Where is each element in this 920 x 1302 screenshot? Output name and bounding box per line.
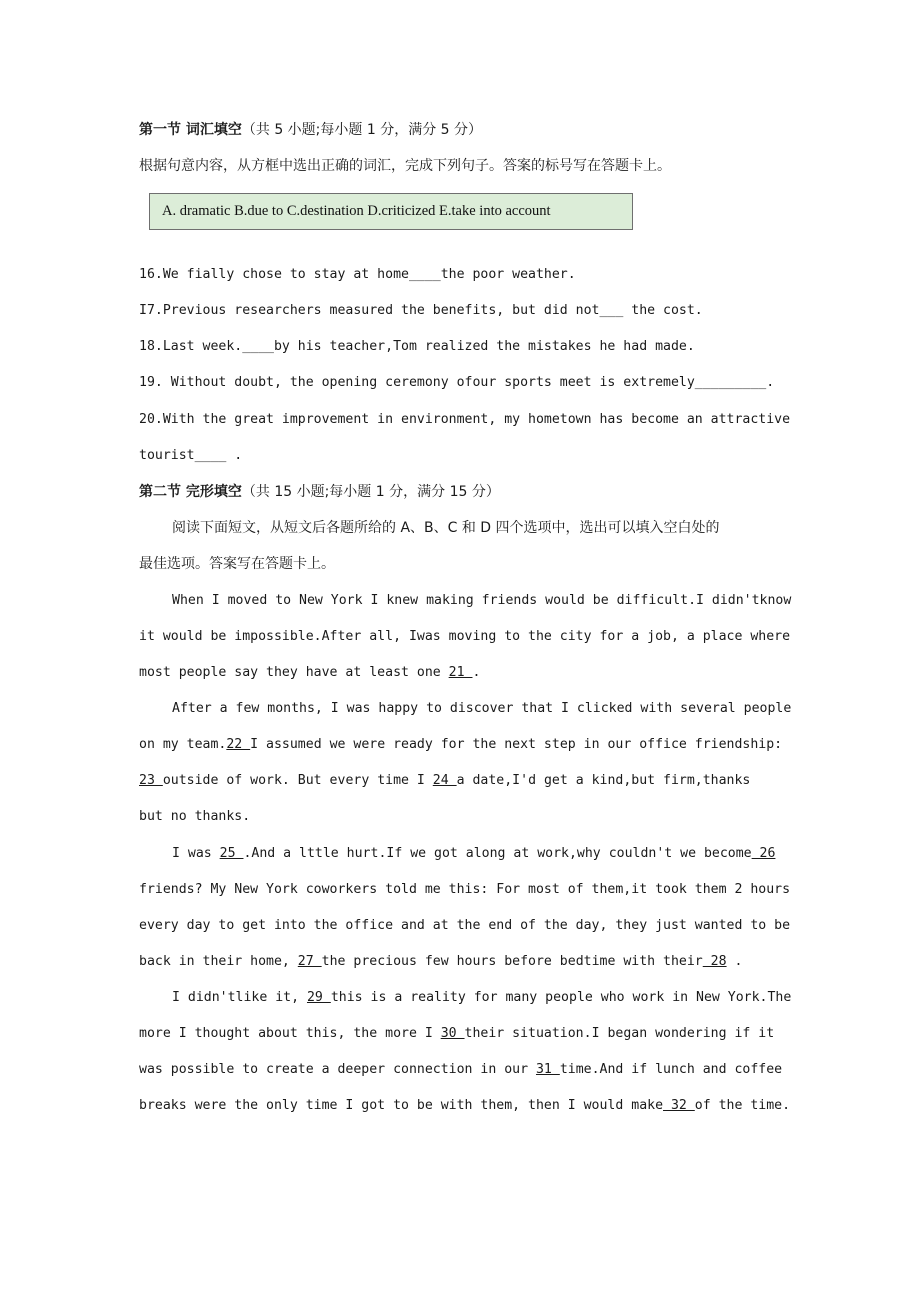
question-20: 20.With the great improvement in environment, my hometown has become an attractive [139, 412, 791, 427]
passage-text: more I thought about this, the more I [139, 1026, 441, 1041]
section2-title: 第二节 完形填空 [139, 484, 242, 500]
passage-line [139, 663, 480, 683]
passage-text: this is a reality for many people who work in New York.The [330, 990, 792, 1005]
passage-text: back in their home, [139, 954, 298, 969]
blank-27: 27 [297, 954, 322, 969]
question-16: 16.We fially chose to stay at home____the poor weather. [139, 267, 576, 282]
blank-28: 28 [702, 954, 727, 969]
section2-info: （共 15 小题;每小题 1 分，满分 15 分） [241, 484, 500, 500]
blank-26: 26 [751, 846, 776, 861]
passage-line: it would be impossible.After all, Iwas moving to the city for a job, a place where [139, 629, 791, 644]
section1-instruction: 根据句意内容，从方框中选出正确的词汇，完成下列句子。答案的标号写在答题卡上。 [139, 158, 671, 174]
blank-30: 30 [440, 1026, 465, 1041]
section2-instruction-1: 阅读下面短文，从短文后各题所给的 A、B、C 和 D 四个选项中，选出可以填入空白处的 [172, 520, 720, 536]
passage-line: but no thanks. [139, 809, 251, 824]
section1-header [139, 120, 482, 140]
word-bank-text: A. dramatic B.due to C.destination D.criticized E.take into account [162, 203, 551, 219]
passage-line [172, 844, 775, 864]
question-17: I7.Previous researchers measured the benefits, but did not___ the cost. [139, 303, 703, 318]
passage-line [139, 952, 742, 972]
passage-line: When I moved to New York I knew making friends would be difficult.I didn'tknow [172, 593, 792, 608]
passage-text: breaks were the only time I got to be with them, then I would make [139, 1098, 664, 1113]
blank-21: 21 [448, 665, 473, 680]
blank-31: 31 [535, 1062, 560, 1077]
section2-instruction-2: 最佳选项。答案写在答题卡上。 [139, 556, 335, 572]
passage-text: time.And if lunch and coffee [559, 1062, 783, 1077]
blank-22: 22 [226, 737, 251, 752]
question-20-continued: tourist____ . [139, 448, 243, 463]
passage-line [172, 988, 791, 1008]
passage-line [139, 735, 782, 755]
passage-line [139, 1060, 782, 1080]
passage-line: every day to get into the office and at the end of the day, they just wanted to be [139, 918, 791, 933]
passage-text: outside of work. But every time I [162, 773, 433, 788]
question-18: 18.Last week.____by his teacher,Tom realized the mistakes he had made. [139, 339, 695, 354]
blank-32: 32 [663, 1098, 695, 1113]
passage-line [139, 1024, 774, 1044]
blank-29: 29 [306, 990, 331, 1005]
passage-text: most people say they have at least one [139, 665, 449, 680]
passage-line: After a few months, I was happy to discover that I clicked with several people [172, 701, 792, 716]
blank-24: 24 [432, 773, 457, 788]
section1-title: 第一节 词汇填空 [139, 122, 242, 138]
passage-text: I didn'tlike it, [172, 990, 307, 1005]
passage-text: I was [172, 846, 220, 861]
section2-header [139, 482, 500, 502]
passage-text: on my team. [139, 737, 227, 752]
word-bank-box [149, 193, 633, 230]
blank-23: 23 [139, 773, 163, 788]
passage-text: was possible to create a deeper connection in our [139, 1062, 536, 1077]
passage-text: . [472, 665, 481, 680]
blank-25: 25 [219, 846, 244, 861]
section1-info: （共 5 小题;每小题 1 分，满分 5 分） [241, 122, 483, 138]
passage-text: of the time. [694, 1098, 791, 1113]
passage-text: . [726, 954, 743, 969]
question-19: 19. Without doubt, the opening ceremony ofour sports meet is extremely_________. [139, 375, 775, 390]
passage-line [139, 771, 750, 791]
passage-text: their situation.I began wondering if it [464, 1026, 775, 1041]
passage-line [139, 1096, 790, 1116]
passage-text: the precious few hours before bedtime with their [321, 954, 703, 969]
passage-text: I assumed we were ready for the next step in our office friendship: [250, 737, 783, 752]
passage-line: friends? My New York coworkers told me this: For most of them,it took them 2 hours [139, 882, 791, 897]
passage-text: a date,I'd get a kind,but firm,thanks [456, 773, 751, 788]
passage-text: .And a lttle hurt.If we got along at work,why couldn't we become [243, 846, 752, 861]
